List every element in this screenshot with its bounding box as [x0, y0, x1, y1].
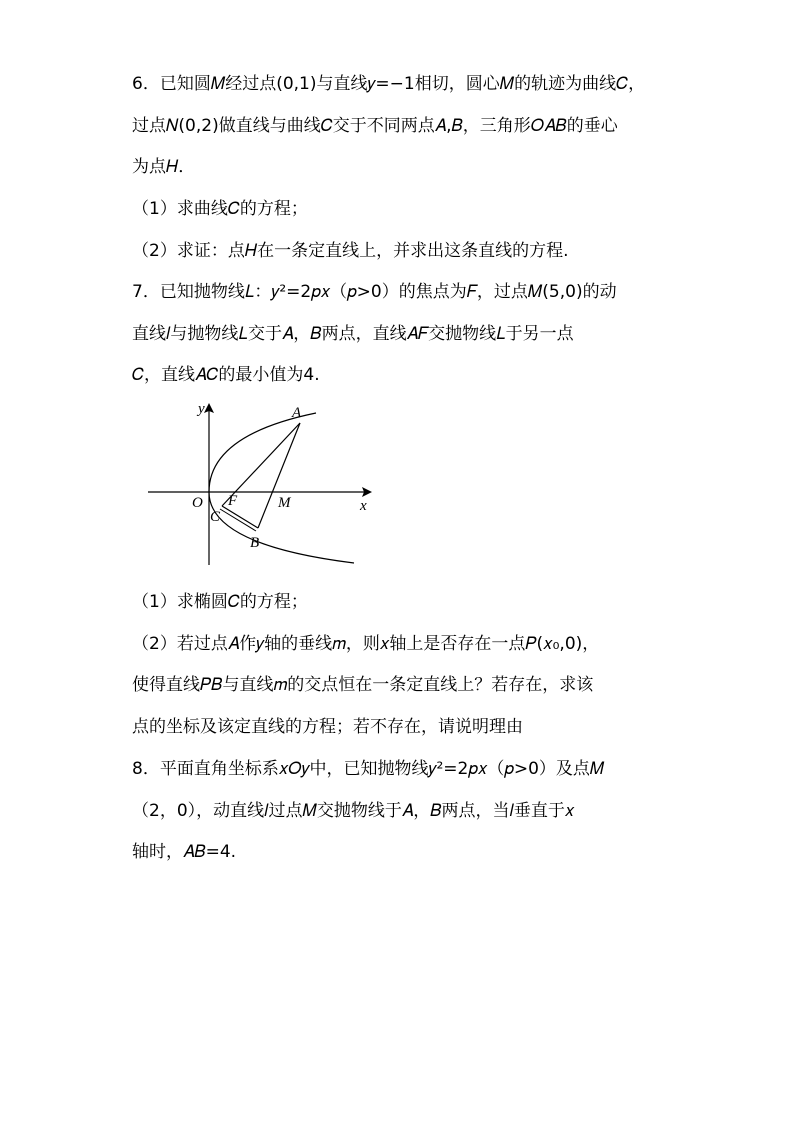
- p8-line-2: （2，0），动直线𝑙过点𝑀交抛物线于𝐴，𝐵两点，当𝑙垂直于𝑥: [132, 801, 575, 821]
- label-F: F: [228, 493, 238, 509]
- p8-line-1: 8．平面直角坐标系𝑥𝑂𝑦中，已知抛物线𝑦²=2𝑝𝑥（𝑝>0）及点𝑀: [132, 759, 605, 779]
- parabola-figure: [140, 395, 385, 570]
- p7-line-1: 7．已知抛物线𝐿：𝑦²=2𝑝𝑥（𝑝>0）的焦点为𝐹，过点𝑀(5,0)的动: [132, 282, 617, 302]
- label-C: C: [210, 509, 221, 525]
- p6-line-3: 为点𝐻．: [132, 157, 196, 177]
- label-A: A: [292, 405, 302, 421]
- label-origin: O: [192, 495, 203, 511]
- p7-part-1: （1）求椭圆𝐶的方程；: [132, 592, 308, 612]
- line-AB: [258, 423, 300, 528]
- label-M: M: [278, 495, 291, 511]
- p7-line-3: 𝐶，直线𝐴𝐶的最小值为4.: [132, 365, 320, 385]
- p7-line-6: 使得直线𝑃𝐵与直线𝑚的交点恒在一条定直线上？若存在，求该: [132, 675, 594, 695]
- p8-line-3: 轴时，𝐴𝐵=4.: [132, 842, 237, 862]
- p6-part-1: （1）求曲线𝐶的方程；: [132, 199, 308, 219]
- label-y-axis: y: [198, 401, 205, 417]
- p6-part-2: （2）求证：点𝐻在一条定直线上，并求出这条直线的方程.: [132, 241, 569, 261]
- label-B: B: [250, 535, 260, 551]
- parabola-curve: [209, 413, 354, 563]
- p6-line-2: 过点𝑁(0,2)做直线与曲线𝐶交于不同两点𝐴,𝐵，三角形𝑂𝐴𝐵的垂心: [132, 116, 618, 136]
- p7-line-7: 点的坐标及该定直线的方程；若不存在，请说明理由: [132, 717, 523, 737]
- p6-line-1: 6．已知圆𝑀经过点(0,1)与直线𝑦=−1相切，圆心𝑀的轨迹为曲线𝐶，: [132, 74, 646, 94]
- label-x-axis: x: [360, 498, 367, 514]
- segment-CB-2: [220, 509, 256, 531]
- p7-part-2: （2）若过点𝐴作𝑦轴的垂线𝑚，则𝑥轴上是否存在一点𝑃(𝑥₀,0)，: [132, 634, 600, 654]
- p7-line-2: 直线𝑙与抛物线𝐿交于𝐴，𝐵两点，直线𝐴𝐹交抛物线𝐿于另一点: [132, 324, 574, 344]
